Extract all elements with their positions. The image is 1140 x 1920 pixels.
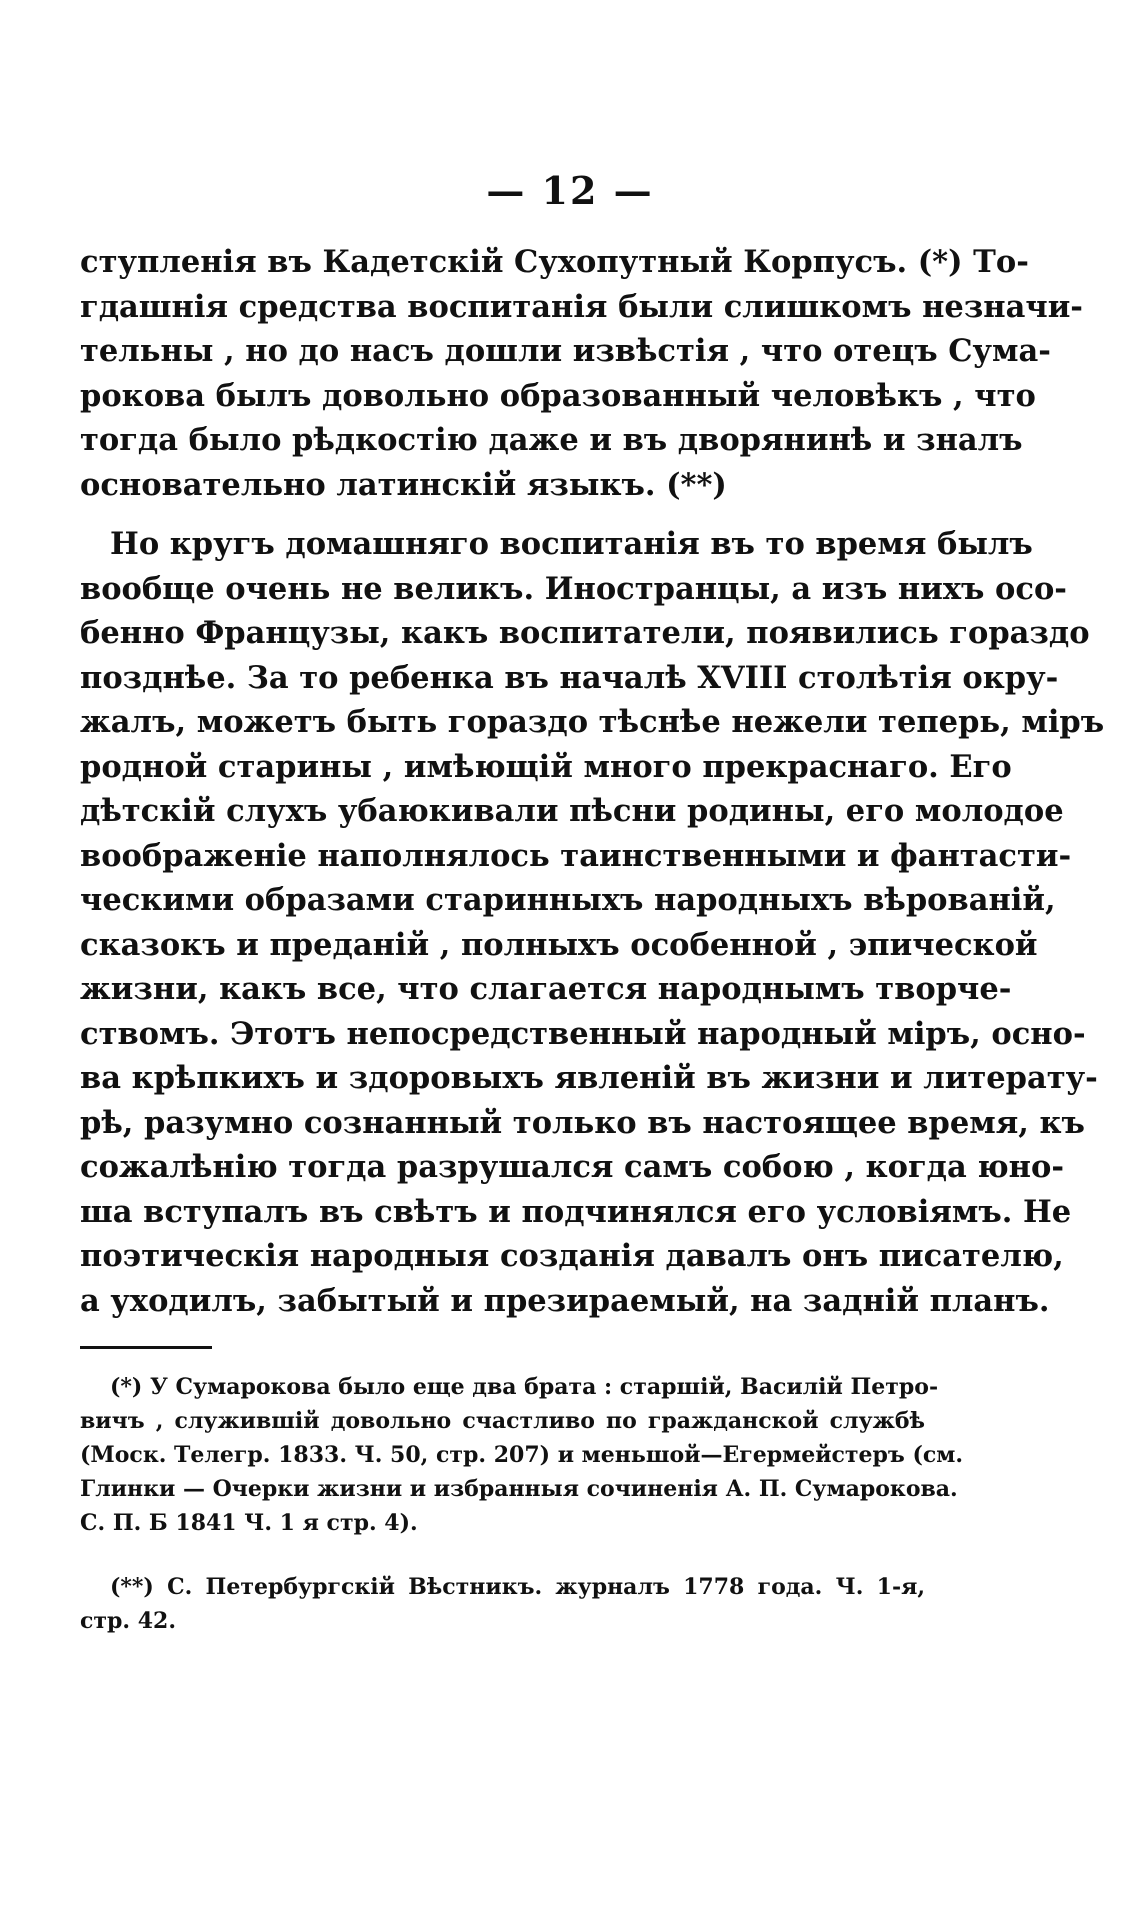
text-line: ва крѣпкихъ и здоровыхъ явленій въ жизни и литерату-	[80, 1060, 1098, 1096]
footnote-line: (**) С. Петербургскій Вѣстникъ. журналъ 1778 года. Ч. 1-я,	[110, 1574, 925, 1600]
text-line: ческими образами старинныхъ народныхъ вѣрованій,	[80, 882, 1056, 918]
text-line: рѣ, разумно сознанный только въ настоящее время, къ	[80, 1104, 1085, 1141]
text-line: ша вступалъ въ свѣтъ и подчинялся его условіямъ. Не	[80, 1193, 1072, 1230]
footnote-line: (Моск. Телегр. 1833. Ч. 50, стр. 207) и меньшой—Егермейстеръ (см.	[80, 1442, 964, 1468]
paragraph-continuation	[80, 240, 1083, 507]
text-line: сожалѣнію тогда разрушался самъ собою , когда юно-	[80, 1149, 1064, 1185]
text-line: вообще очень не великъ. Иностранцы, а изъ нихъ осо-	[80, 570, 1067, 607]
footnote-line: вичъ , служившій довольно счастливо по гражданской службѣ	[80, 1408, 925, 1434]
text-line: ступленія въ Кадетскій Сухопутный Корпусъ. (*) То-	[80, 244, 1029, 280]
page-number: — 12 —	[486, 168, 654, 213]
text-line: жизни, какъ все, что слагается народнымъ творче-	[80, 971, 1012, 1007]
text-line: тельны , но до насъ дошли извѣстія , что отецъ Сума-	[80, 333, 1051, 369]
text-line: ствомъ. Этотъ непосредственный народный міръ, осно-	[80, 1015, 1086, 1052]
text-line: гдашнія средства воспитанія были слишкомъ незначи-	[80, 288, 1083, 325]
footnote-line: (*) У Сумарокова было еще два брата : старшій, Василій Петро-	[110, 1374, 939, 1400]
footnote-1	[80, 1370, 964, 1540]
text-line: дѣтскій слухъ убаюкивали пѣсни родины, его молодое	[80, 793, 1064, 829]
text-line: поэтическія народныя созданія давалъ онъ писателю,	[80, 1238, 1064, 1274]
footnote-2	[80, 1570, 925, 1638]
text-line: а уходилъ, забытый и презираемый, на задній планъ.	[80, 1282, 1050, 1319]
text-line: тогда было рѣдкостію даже и въ дворянинѣ и зналъ	[80, 422, 1023, 458]
footnote-separator	[80, 1346, 212, 1349]
text-line: воображеніе наполнялось таинственными и фантасти-	[80, 837, 1072, 874]
text-line: бенно Французы, какъ воспитатели, появились гораздо	[80, 615, 1090, 651]
text-line: позднѣе. За то ребенка въ началѣ XVIII столѣтія окру-	[80, 659, 1059, 696]
paragraph-upbringing	[80, 522, 1105, 1323]
footnote-line: С. П. Б 1841 Ч. 1 я стр. 4).	[80, 1510, 418, 1536]
text-line: сказокъ и преданій , полныхъ особенной , эпической	[80, 926, 1038, 963]
text-line: родной старины , имѣющій много прекраснаго. Его	[80, 748, 1012, 785]
footnote-line: стр. 42.	[80, 1608, 177, 1634]
footnote-line: Глинки — Очерки жизни и избранныя сочиненія А. П. Сумарокова.	[80, 1476, 958, 1502]
text-line: жалъ, можетъ быть гораздо тѣснѣе нежели теперь, міръ	[80, 704, 1105, 740]
text-line: Но кругъ домашняго воспитанія въ то время былъ	[110, 526, 1033, 562]
text-line: рокова былъ довольно образованный человѣкъ , что	[80, 377, 1036, 414]
text-line: основательно латинскій языкъ. (**)	[80, 466, 727, 503]
